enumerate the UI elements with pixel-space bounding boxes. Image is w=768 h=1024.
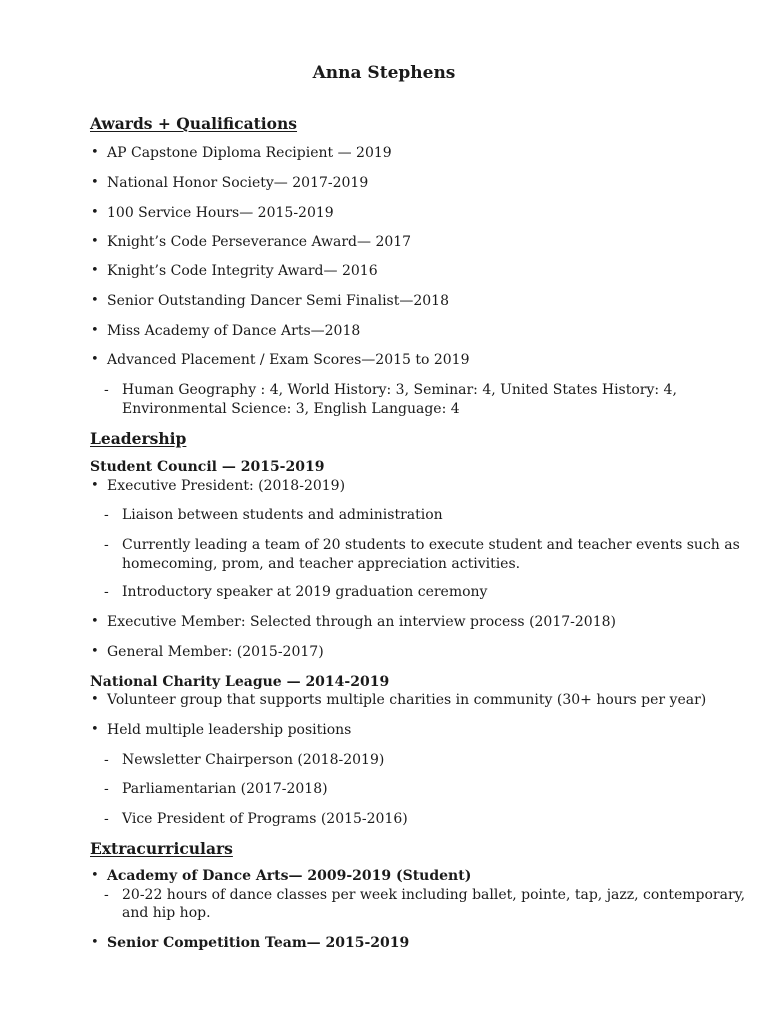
- org-heading-charity-league: National Charity League — 2014-2019: [90, 674, 390, 690]
- section-title-leadership: Leadership: [90, 429, 187, 448]
- bullet-icon: •: [91, 722, 99, 737]
- duty-item: Introductory speaker at 2019 graduation ceremony: [122, 584, 488, 600]
- bullet-icon: •: [91, 234, 99, 249]
- award-item: Knight’s Code Integrity Award— 2016: [107, 263, 378, 279]
- position-item: Newsletter Chairperson (2018-2019): [122, 752, 385, 768]
- duty-item: Liaison between students and administration: [122, 507, 443, 523]
- exam-scores-line: Human Geography : 4, World History: 3, Seminar: 4, United States History: 4,: [122, 382, 677, 398]
- bullet-icon: •: [91, 293, 99, 308]
- activity-detail: and hip hop.: [122, 905, 211, 921]
- dash-icon: -: [104, 781, 109, 797]
- exam-scores-line: Environmental Science: 3, English Language: 4: [122, 401, 460, 417]
- section-title-awards: Awards + Qualifications: [90, 114, 298, 133]
- position-item: Parliamentarian (2017-2018): [122, 781, 328, 797]
- dash-icon: -: [104, 507, 109, 523]
- dash-icon: -: [104, 382, 109, 398]
- role-item: Volunteer group that supports multiple charities in community (30+ hours per year): [107, 692, 707, 708]
- bullet-icon: •: [91, 868, 99, 883]
- bullet-icon: •: [91, 692, 99, 707]
- bullet-icon: •: [91, 263, 99, 278]
- section-title-extracurriculars: Extracurriculars: [90, 839, 233, 858]
- bullet-icon: •: [91, 205, 99, 220]
- dash-icon: -: [104, 811, 109, 827]
- award-item: Advanced Placement / Exam Scores—2015 to 2019: [107, 352, 470, 368]
- role-item: Held multiple leadership positions: [107, 722, 352, 738]
- resume-name: Anna Stephens: [312, 63, 456, 83]
- dash-icon: -: [104, 887, 109, 903]
- dash-icon: -: [104, 537, 109, 553]
- award-item: Knight’s Code Perseverance Award— 2017: [107, 234, 412, 250]
- bullet-icon: •: [91, 935, 99, 950]
- bullet-icon: •: [91, 352, 99, 367]
- bullet-icon: •: [91, 478, 99, 493]
- activity-detail: 20-22 hours of dance classes per week including ballet, pointe, tap, jazz, contemporary,: [122, 887, 746, 903]
- bullet-icon: •: [91, 145, 99, 160]
- bullet-icon: •: [91, 323, 99, 338]
- dash-icon: -: [104, 752, 109, 768]
- role-item: General Member: (2015-2017): [107, 644, 324, 660]
- role-item: Executive President: (2018-2019): [107, 478, 346, 494]
- duty-item: Currently leading a team of 20 students to execute student and teacher events such as: [122, 537, 740, 553]
- award-item: AP Capstone Diploma Recipient — 2019: [107, 145, 392, 161]
- award-item: Miss Academy of Dance Arts—2018: [107, 323, 361, 339]
- role-item: Executive Member: Selected through an interview process (2017-2018): [107, 614, 616, 630]
- dash-icon: -: [104, 584, 109, 600]
- award-item: Senior Outstanding Dancer Semi Finalist—2018: [107, 293, 449, 309]
- activity-heading: Academy of Dance Arts— 2009-2019 (Student): [107, 868, 472, 884]
- award-item: 100 Service Hours— 2015-2019: [107, 205, 334, 221]
- bullet-icon: •: [91, 644, 99, 659]
- duty-item: homecoming, prom, and teacher appreciation activities.: [122, 556, 521, 572]
- position-item: Vice President of Programs (2015-2016): [122, 811, 408, 827]
- activity-heading: Senior Competition Team— 2015-2019: [107, 935, 410, 951]
- org-heading-student-council: Student Council — 2015-2019: [90, 459, 325, 475]
- bullet-icon: •: [91, 614, 99, 629]
- bullet-icon: •: [91, 175, 99, 190]
- award-item: National Honor Society— 2017-2019: [107, 175, 369, 191]
